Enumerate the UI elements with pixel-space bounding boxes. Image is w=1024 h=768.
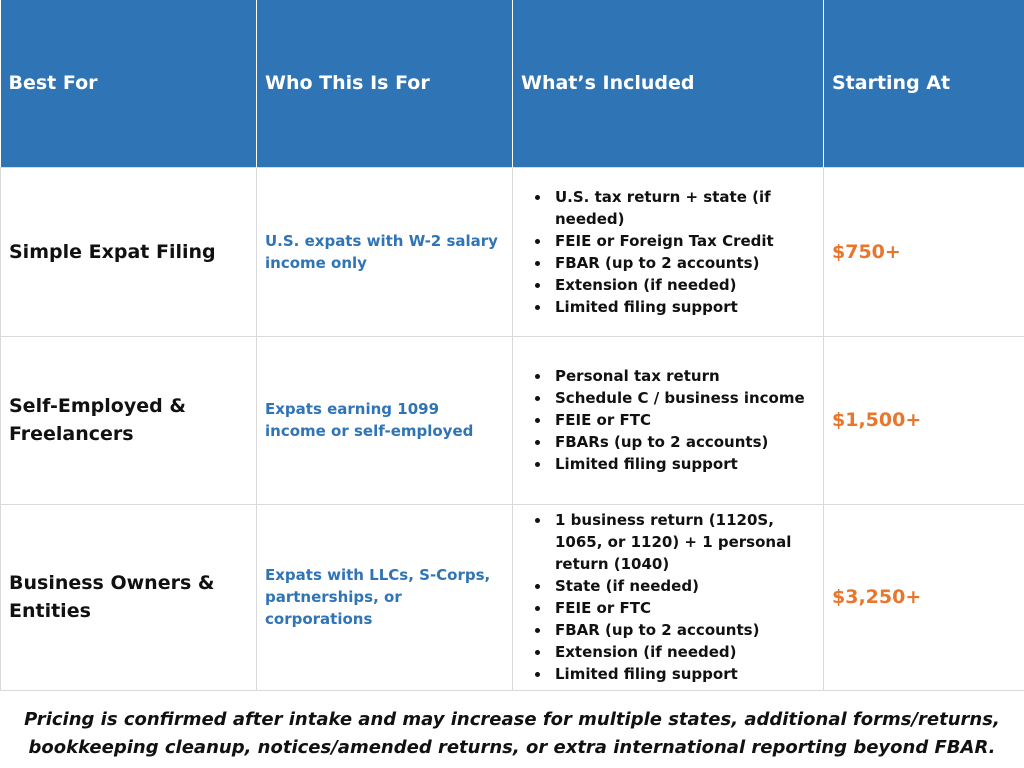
best-for-text: Simple Expat Filing — [9, 240, 216, 263]
best-for-text: Business Owners & Entities — [9, 572, 215, 622]
who-for-text: Expats earning 1099 income or self-employed — [265, 400, 474, 440]
included-item: • FBAR (up to 2 accounts) — [551, 619, 815, 641]
included-item: • Personal tax return — [551, 365, 815, 387]
who-for-cell — [257, 167, 513, 336]
pricing-footnote: Pricing is confirmed after intake and may increase for multiple states, additional forms/returns, bookkeeping cleanup, notices/amended returns, or extra international reporting beyond FBAR. — [24, 709, 1000, 758]
included-list — [521, 186, 815, 318]
who-for-cell — [257, 336, 513, 504]
price-cell — [824, 167, 1024, 336]
included-item: • Extension (if needed) — [551, 274, 815, 296]
price-text: $1,500+ — [832, 409, 922, 431]
included-item: • Limited filing support — [551, 296, 815, 318]
table-header-row — [1, 0, 1024, 167]
who-for-text: Expats with LLCs, S-Corps, partnerships, or corporations — [265, 566, 491, 628]
included-item: • U.S. tax return + state (if needed) — [551, 186, 815, 230]
included-cell — [513, 167, 824, 336]
header-who-for: Who This Is For — [257, 0, 513, 167]
who-for-cell — [257, 504, 513, 690]
included-item: • FEIE or FTC — [551, 597, 815, 619]
price-cell — [824, 336, 1024, 504]
best-for-cell — [1, 167, 257, 336]
price-text: $750+ — [832, 240, 901, 263]
included-list — [521, 509, 815, 685]
included-item: • 1 business return (1120S, 1065, or 1120) + 1 personal return (1040) — [551, 509, 815, 575]
included-item: • Extension (if needed) — [551, 641, 815, 663]
best-for-cell — [1, 504, 257, 690]
included-list — [521, 365, 815, 475]
included-item: • FBAR (up to 2 accounts) — [551, 252, 815, 274]
header-starting-at: Starting At — [824, 0, 1024, 167]
table-row — [1, 167, 1024, 336]
header-whats-included: What’s Included — [513, 0, 824, 167]
included-item: • FBARs (up to 2 accounts) — [551, 431, 815, 453]
best-for-text: Self-Employed & Freelancers — [9, 395, 186, 445]
included-item: • Schedule C / business income — [551, 387, 815, 409]
included-item: • State (if needed) — [551, 575, 815, 597]
price-text: $3,250+ — [832, 586, 922, 608]
included-item: • Limited filing support — [551, 663, 815, 685]
included-cell — [513, 504, 824, 690]
best-for-cell — [1, 336, 257, 504]
who-for-text: U.S. expats with W-2 salary income only — [265, 231, 498, 272]
table-row — [1, 504, 1024, 690]
included-item: • FEIE or Foreign Tax Credit — [551, 230, 815, 252]
price-cell — [824, 504, 1024, 690]
table-row — [1, 336, 1024, 504]
included-cell — [513, 336, 824, 504]
header-best-for: Best For — [1, 0, 257, 167]
included-item: • Limited filing support — [551, 453, 815, 475]
included-item: • FEIE or FTC — [551, 409, 815, 431]
